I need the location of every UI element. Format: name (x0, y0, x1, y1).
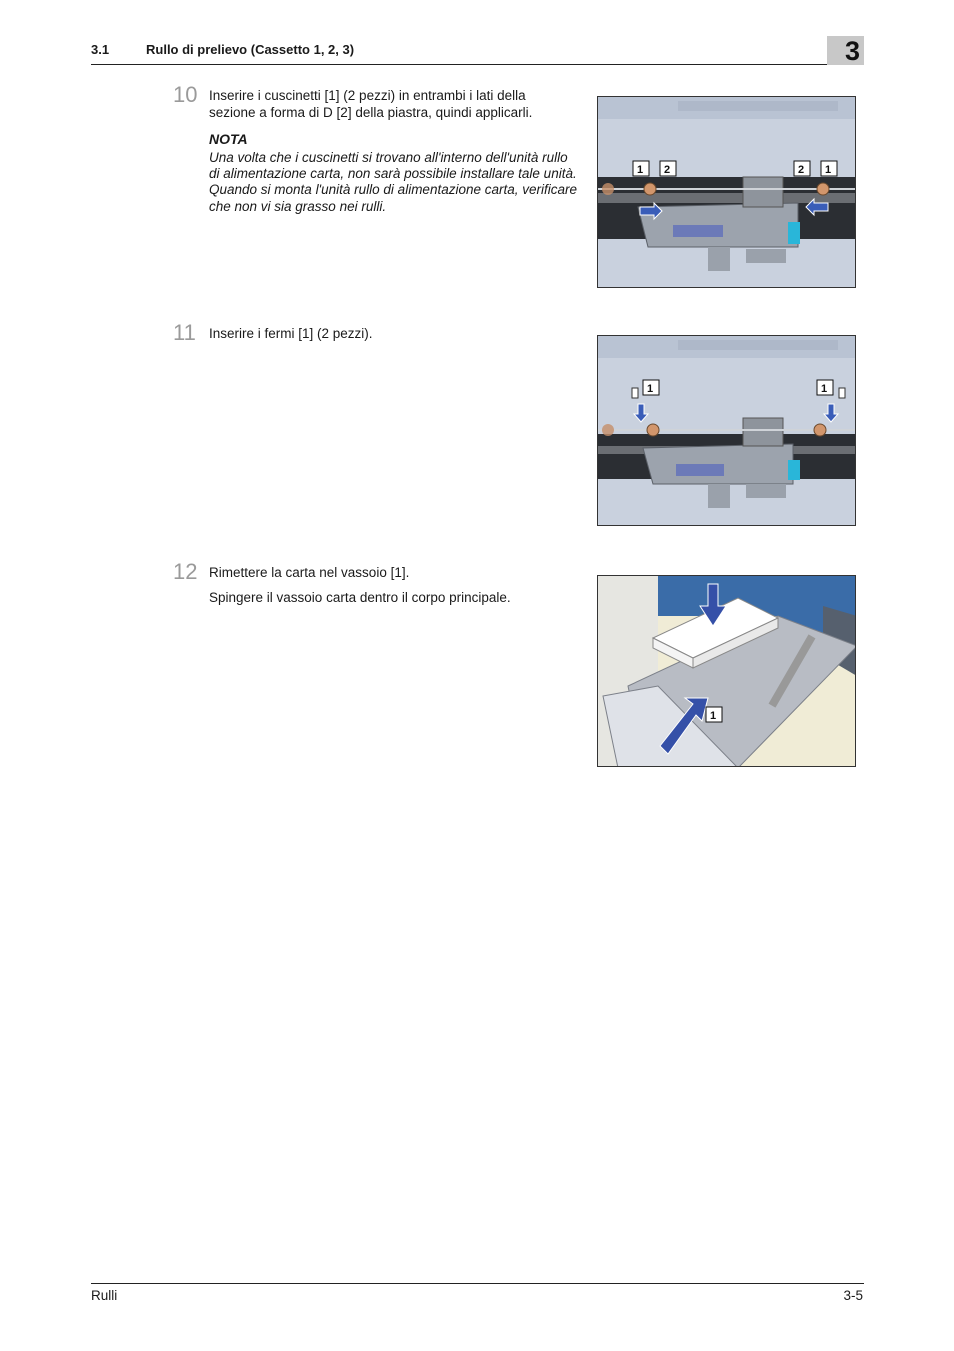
callout-2: 2 (664, 164, 671, 176)
callout-1: 1 (710, 710, 717, 722)
step-11-illustration (597, 335, 856, 526)
footer-chapter-name: Rulli (91, 1288, 118, 1303)
note-body (209, 150, 579, 215)
step-number-10: 10 (173, 82, 198, 107)
page-number: 3-5 (843, 1288, 863, 1303)
section-number: 3.1 (91, 42, 110, 57)
note-line: Quando si monta l'unità rullo di alimentazione carta, verificare che non vi sia grasso nei rulli. (209, 182, 578, 214)
note-line: Una volta che i cuscinetti si trovano all'interno dell'unità rullo di alimentazione carta, non sarà possibile installare tale unità. (209, 150, 577, 182)
callout-1: 1 (637, 164, 644, 176)
step-number-11: 11 (173, 320, 196, 345)
note-title: NOTA (209, 131, 248, 147)
footer-divider (91, 1283, 864, 1284)
callout-1: 1 (647, 383, 654, 395)
step-10-text: Inserire i cuscinetti [1] (2 pezzi) in entrambi i lati della sezione a forma di D [2] della piastra, quindi applicarli. (209, 88, 533, 120)
chapter-badge (827, 36, 864, 65)
step-12-text: Rimettere la carta nel vassoio [1]. (209, 565, 410, 580)
step-11-text: Inserire i fermi [1] (2 pezzi). (209, 326, 373, 341)
callout-1: 1 (821, 383, 828, 395)
step-10-illustration (597, 96, 856, 288)
header-divider (91, 64, 864, 65)
callout-1: 1 (825, 164, 832, 176)
chapter-number: 3 (844, 36, 860, 66)
step-12-illustration (597, 575, 856, 767)
callout-2: 2 (798, 164, 805, 176)
step-number-12: 12 (173, 559, 198, 584)
section-title: Rullo di prelievo (Cassetto 1, 2, 3) (146, 42, 355, 57)
step-12-text-2: Spingere il vassoio carta dentro il corpo principale. (209, 590, 511, 605)
